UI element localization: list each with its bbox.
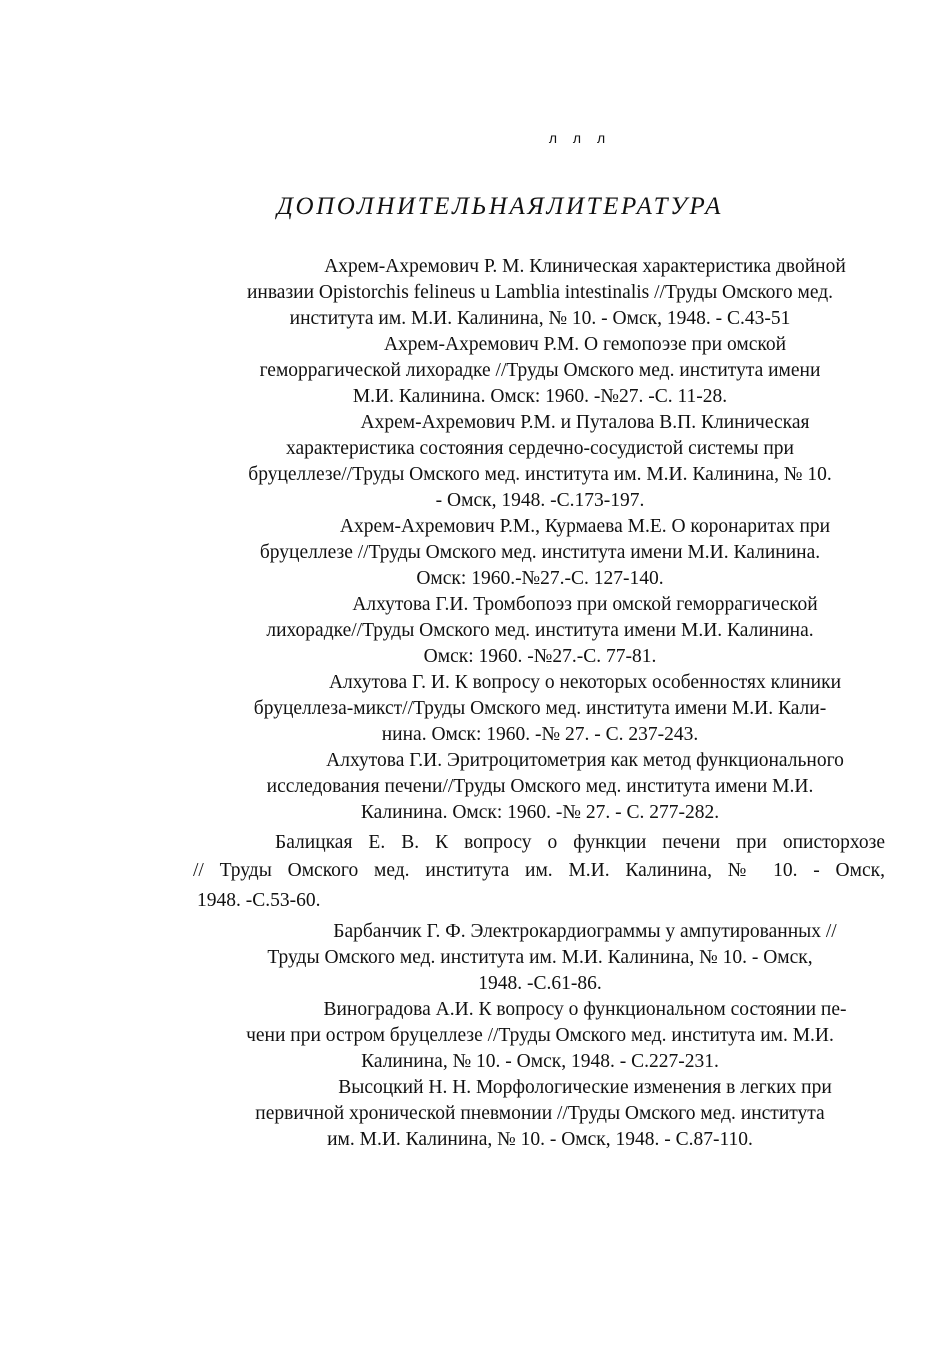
- reference-line: Труды Омского мед. института им. М.И. Калинина, № 10. - Омск,: [267, 947, 813, 968]
- reference-line: Омск: 1960.-№27.-С. 127-140.: [416, 568, 664, 589]
- page-ornament: л л л: [548, 130, 612, 146]
- reference-entry: [180, 592, 900, 670]
- reference-line: чени при остром бруцеллезе //Труды Омского мед. института им. М.И.: [246, 1025, 834, 1046]
- reference-line: бруцеллезе//Труды Омского мед. института им. М.И. Калинина, № 10.: [248, 464, 832, 485]
- reference-line: исследования печени//Труды Омского мед. института имени М.И.: [266, 776, 814, 797]
- reference-list: [180, 254, 900, 1153]
- reference-line: нина. Омск: 1960. -№ 27. - С. 237-243.: [381, 724, 699, 745]
- reference-line: 1948. -С.53-60.: [197, 890, 321, 911]
- reference-line: Ахрем-Ахремович Р.М. О гемопоэзе при омской: [383, 334, 787, 355]
- reference-entry: [180, 830, 900, 916]
- reference-line: Высоцкий Н. Н. Морфологические изменения в легких при: [338, 1077, 832, 1098]
- reference-entry: [180, 670, 900, 748]
- reference-line: // Труды Омского мед. института им. М.И. Калинина, № 10. - Омск,: [193, 860, 885, 881]
- reference-line: Ахрем-Ахремович Р.М. и Путалова В.П. Клиническая: [360, 412, 810, 433]
- reference-line: первичной хронической пневмонии //Труды Омского мед. института: [255, 1103, 825, 1124]
- reference-entry: [180, 332, 900, 410]
- reference-entry: [180, 919, 900, 997]
- reference-line: им. М.И. Калинина, № 10. - Омск, 1948. - С.87-110.: [327, 1129, 753, 1150]
- reference-line: Алхутова Г. И. К вопросу о некоторых особенностях клиники: [328, 672, 842, 693]
- reference-line: характеристика состояния сердечно-сосудистой системы при: [286, 438, 794, 459]
- reference-line: бруцеллезе //Труды Омского мед. института имени М.И. Калинина.: [259, 542, 821, 563]
- reference-line: Алхутова Г.И. Тромбопоэз при омской геморрагической: [352, 594, 818, 615]
- reference-line: Калинина. Омск: 1960. -№ 27. - С. 277-282.: [360, 802, 720, 823]
- reference-entry: [180, 1075, 900, 1153]
- reference-line: Омск: 1960. -№27.-С. 77-81.: [423, 646, 657, 667]
- page-title: ДОПОЛНИТЕЛЬНАЯЛИТЕРАТУРА: [276, 193, 724, 220]
- reference-line: Виноградова А.И. К вопросу о функциональном состоянии пе-: [323, 999, 847, 1020]
- reference-line: - Омск, 1948. -С.173-197.: [435, 490, 645, 511]
- reference-line: инвазии Opistorchis felineus u Lamblia intestinalis //Труды Омского мед.: [246, 282, 834, 303]
- reference-line: Балицкая Е. В. К вопросу о функции печени при описторхозе: [275, 832, 885, 853]
- reference-entry: [180, 254, 900, 332]
- reference-line: лихорадке//Труды Омского мед. института имени М.И. Калинина.: [266, 620, 814, 641]
- reference-line: института им. М.И. Калинина, № 10. - Омск, 1948. - С.43-51: [289, 308, 791, 329]
- reference-line: Калинина, № 10. - Омск, 1948. - С.227-231.: [361, 1051, 719, 1072]
- reference-line: М.И. Калинина. Омск: 1960. -№27. -С. 11-28.: [352, 386, 728, 407]
- reference-line: Барбанчик Г. Ф. Электрокардиограммы у ампутированных //: [333, 921, 837, 942]
- reference-line: бруцеллеза-микст//Труды Омского мед. института имени М.И. Кали-: [253, 698, 827, 719]
- reference-line: геморрагической лихорадке //Труды Омского мед. института имени: [259, 360, 821, 381]
- reference-line: Ахрем-Ахремович Р. М. Клиническая характеристика двойной: [324, 256, 846, 277]
- reference-entry: [180, 410, 900, 514]
- reference-line: Алхутова Г.И. Эритроцитометрия как метод функционального: [326, 750, 844, 771]
- reference-entry: [180, 514, 900, 592]
- reference-entry: [180, 748, 900, 826]
- reference-line: 1948. -С.61-86.: [478, 973, 602, 994]
- reference-entry: [180, 997, 900, 1075]
- reference-line: Ахрем-Ахремович Р.М., Курмаева М.Е. О коронаритах при: [339, 516, 831, 537]
